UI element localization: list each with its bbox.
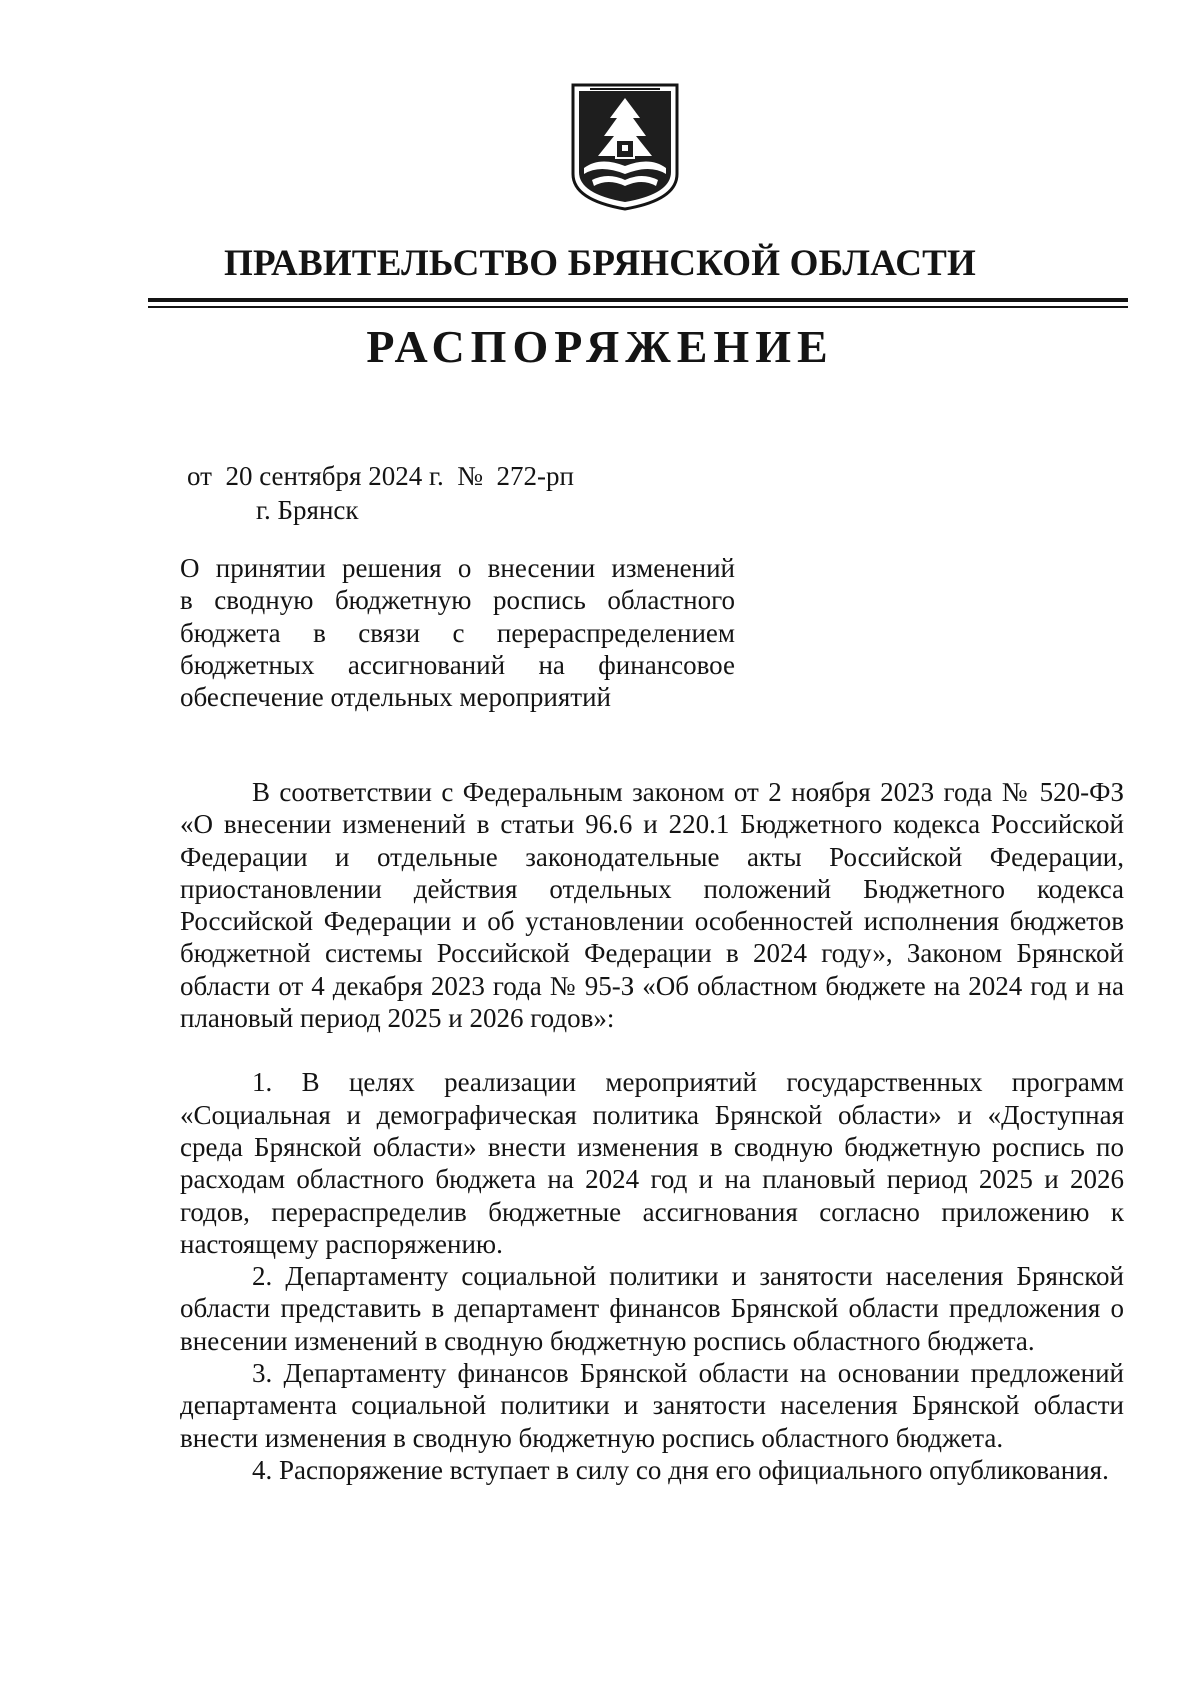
subject-line: обеспечение отдельных мероприятий: [180, 682, 611, 713]
document-date-number: от 20 сентября 2024 г. № 272-рп: [187, 461, 574, 491]
subject-line: в сводную бюджетную роспись областного: [180, 585, 735, 616]
subject-line: О принятии решения о внесении изменений: [180, 553, 735, 583]
item-paragraph-2: 2. Департаменту социальной политики и занятости населения Брянской области представить в департамент финансов Брянской области предложения о внесении изменений в сводную бюджетную роспись областного бюджета.: [180, 1261, 1124, 1356]
header-divider-thin: [148, 306, 1128, 308]
document-body: [180, 776, 1124, 1486]
document-city: г. Брянск: [256, 495, 359, 525]
preamble-paragraph: В соответствии с Федеральным законом от 2 ноября 2023 года № 520-ФЗ «О внесении изменений в статьи 96.6 и 220.1 Бюджетного кодекса Российской Федерации и отдельные законодательные акты Российской Федерации, приостановлении действия отдельных положений Бюджетного кодекса Российской Федерации и об установлении особенностей исполнения бюджетов бюджетной системы Российской Федерации в 2024 году», Законом Брянской области от 4 декабря 2023 года № 95-З «Об областном бюджете на 2024 год и на плановый период 2025 и 2026 годов»:: [180, 777, 1124, 1034]
header-divider-thick: [148, 298, 1128, 302]
item-paragraph-1: 1. В целях реализации мероприятий государственных программ «Социальная и демографическая политика Брянской области» и «Доступная среда Брянской области» внести изменения в сводную бюджетную роспись по расходам областного бюджета на 2024 год и на плановый период 2025 и 2026 годов, перераспределив бюджетные ассигнования согласно приложению к настоящему распоряжению.: [180, 1067, 1124, 1259]
subject-line: бюджета в связи с перераспределением: [180, 617, 735, 648]
bryansk-oblast-coat-of-arms-icon: [570, 82, 680, 212]
item-paragraph-3: 3. Департаменту финансов Брянской области на основании предложений департамента социальной политики и занятости населения Брянской области внести изменения в сводную бюджетную роспись областного бюджета.: [180, 1358, 1124, 1453]
subject-line: бюджетных ассигнований на финансовое: [180, 649, 735, 680]
item-paragraph-4: 4. Распоряжение вступает в силу со дня его официального опубликования.: [252, 1454, 1109, 1485]
document-type-title: РАСПОРЯЖЕНИЕ: [366, 321, 834, 372]
organization-title: ПРАВИТЕЛЬСТВО БРЯНСКОЙ ОБЛАСТИ: [223, 243, 977, 284]
document-subject: [180, 552, 735, 713]
